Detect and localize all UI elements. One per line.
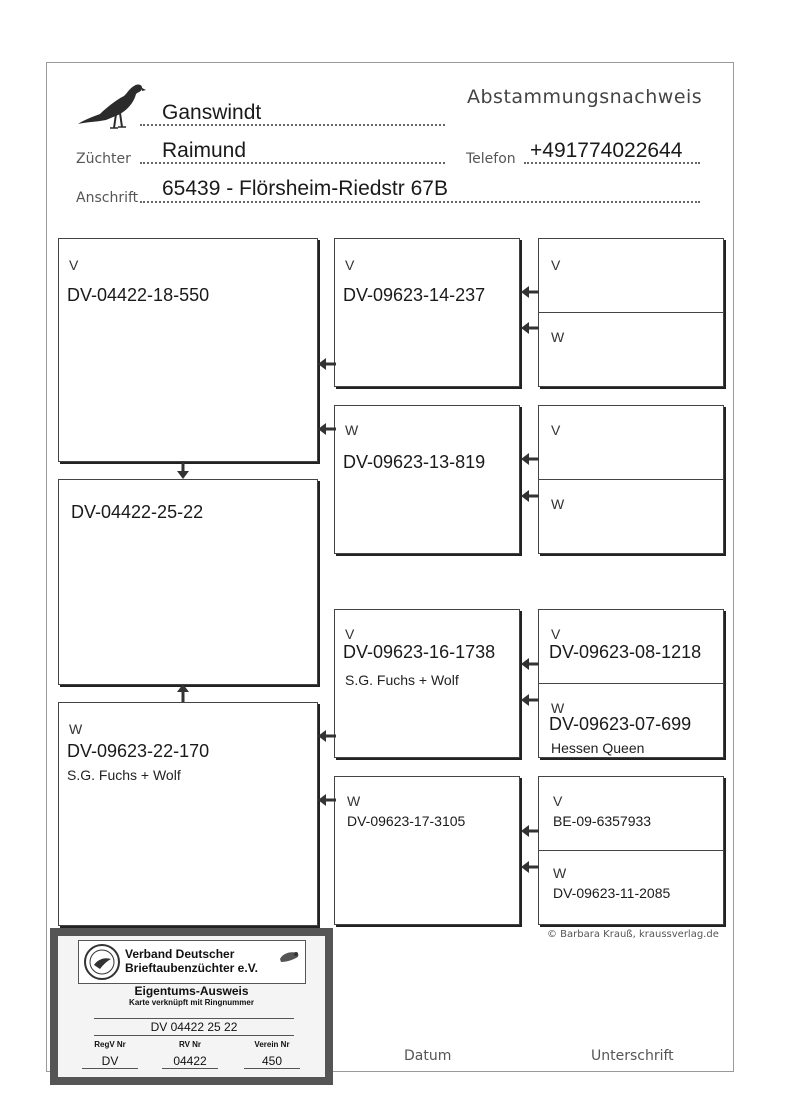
arrow-left-icon <box>318 423 336 435</box>
document-title: Abstammungsnachweis <box>467 86 703 108</box>
mother-sex-tag: W <box>69 721 83 737</box>
fm-sex-tag: W <box>345 422 359 438</box>
rv-header: RV Nr <box>178 1040 202 1049</box>
mmm-cell[interactable] <box>539 851 723 925</box>
maternal-grandmother-box[interactable] <box>334 776 520 925</box>
arrow-up-icon <box>177 684 189 702</box>
mfm-cell[interactable] <box>539 684 723 758</box>
arrow-left-icon <box>521 825 539 837</box>
mf-ring: DV-09623-16-1738 <box>343 642 496 662</box>
ownership-id-card <box>50 928 333 1085</box>
arrow-left-icon <box>521 658 539 670</box>
rv-value: 04422 <box>162 1054 218 1069</box>
pigeon-box[interactable] <box>58 479 318 685</box>
fmf-sex-tag: V <box>551 422 561 438</box>
phone-line <box>524 162 700 164</box>
father-box[interactable] <box>58 238 318 462</box>
card-subtitle: Karte verknüpft mit Ringnummer <box>129 998 254 1007</box>
arrow-left-icon <box>521 861 539 873</box>
date-label: Datum <box>404 1048 452 1064</box>
card-title: Eigentums-Ausweis <box>134 984 249 998</box>
org-name-line2: Brieftaubenzüchter e.V. <box>125 961 258 975</box>
arrow-down-icon <box>177 461 189 479</box>
surname-value: Ganswindt <box>162 101 262 124</box>
pigeon-ring: DV-04422-25-22 <box>71 502 204 522</box>
mfm-note: Hessen Queen <box>551 739 645 756</box>
fm-ring: DV-09623-13-819 <box>343 452 486 472</box>
arrow-left-icon <box>521 490 539 502</box>
fff-cell[interactable] <box>539 239 723 313</box>
copyright-text: © Barbara Krauß, kraussverlag.de <box>547 929 719 940</box>
ff-sex-tag: V <box>345 257 355 273</box>
mother-ring: DV-09623-22-170 <box>67 741 210 761</box>
arrow-left-icon <box>318 794 336 806</box>
fm-parents-box[interactable] <box>538 405 724 554</box>
fff-sex-tag: V <box>551 257 561 273</box>
fmm-sex-tag: W <box>551 495 565 512</box>
fmf-cell[interactable] <box>539 406 723 480</box>
verein-value: 450 <box>244 1054 300 1069</box>
mf-sex-tag: V <box>345 626 355 642</box>
breeder-label: Züchter <box>76 151 131 167</box>
mm-parents-box[interactable] <box>538 776 724 925</box>
address-value: 65439 - Flörsheim-Riedstr 67B <box>162 177 448 200</box>
mff-cell[interactable] <box>539 610 723 684</box>
mfm-ring: DV-09623-07-699 <box>549 713 692 734</box>
breeder-value: Raimund <box>162 139 247 162</box>
mmf-sex-tag: V <box>553 793 563 809</box>
phone-value: +491774022644 <box>530 139 683 162</box>
arrow-left-icon <box>521 322 539 334</box>
mf-parents-box[interactable] <box>538 609 724 758</box>
mmm-sex-tag: W <box>553 864 567 881</box>
arrow-left-icon <box>521 694 539 706</box>
arrow-left-icon <box>318 358 336 370</box>
mmf-cell[interactable] <box>539 777 723 851</box>
pigeon-logo-icon <box>76 80 146 138</box>
mff-sex-tag: V <box>551 626 561 642</box>
association-logo-icon <box>83 943 121 981</box>
mother-note: S.G. Fuchs + Wolf <box>67 767 181 783</box>
verein-header: Verein Nr <box>254 1040 290 1049</box>
mmf-ring: BE-09-6357933 <box>553 813 652 829</box>
paternal-grandfather-box[interactable] <box>334 238 520 387</box>
mmm-ring: DV-09623-11-2085 <box>553 884 671 901</box>
card-ring-number: DV 04422 25 22 <box>94 1018 294 1036</box>
paternal-grandmother-box[interactable] <box>334 405 520 554</box>
ff-parents-box[interactable] <box>538 238 724 387</box>
ffm-cell[interactable] <box>539 313 723 387</box>
surname-line <box>140 124 445 126</box>
ffm-sex-tag: W <box>551 328 565 345</box>
mm-ring: DV-09623-17-3105 <box>347 813 466 829</box>
mff-ring: DV-09623-08-1218 <box>549 642 702 662</box>
address-label: Anschrift <box>76 190 139 206</box>
father-ring: DV-04422-18-550 <box>67 285 210 305</box>
arrow-left-icon <box>521 286 539 298</box>
address-line <box>140 201 700 203</box>
mf-note: S.G. Fuchs + Wolf <box>345 672 459 688</box>
maternal-grandfather-box[interactable] <box>334 609 520 758</box>
father-sex-tag: V <box>69 257 79 273</box>
breeder-line <box>140 162 445 164</box>
regv-header: RegV Nr <box>94 1040 126 1049</box>
signature-label: Unterschrift <box>591 1048 674 1064</box>
card-header <box>78 940 306 984</box>
org-name-line1: Verband Deutscher <box>125 947 235 961</box>
mm-sex-tag: W <box>347 793 361 809</box>
mother-box[interactable] <box>58 702 318 926</box>
regv-value: DV <box>82 1054 138 1069</box>
arrow-left-icon <box>318 730 336 742</box>
pigeon-emblem-icon <box>277 947 301 967</box>
phone-label: Telefon <box>466 151 516 167</box>
arrow-left-icon <box>521 453 539 465</box>
mfm-sex-tag: W <box>551 699 565 716</box>
ff-ring: DV-09623-14-237 <box>343 285 486 305</box>
fmm-cell[interactable] <box>539 480 723 554</box>
